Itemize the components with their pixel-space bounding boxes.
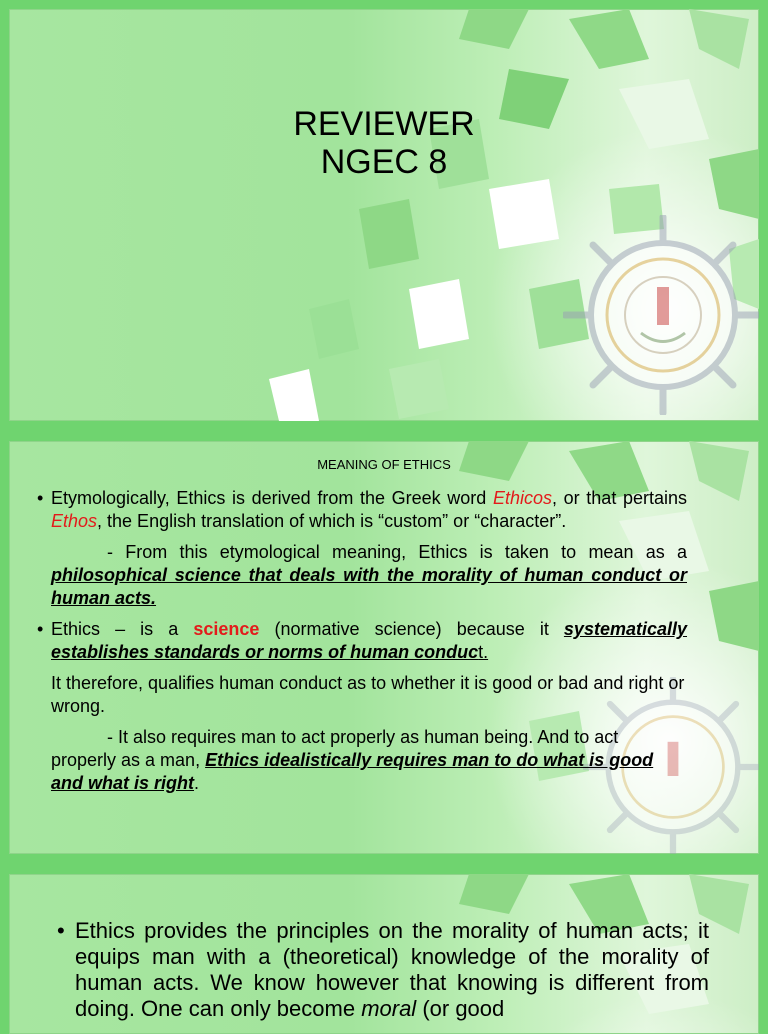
paragraph-requires xyxy=(37,726,687,795)
slide-meaning-of-ethics xyxy=(9,441,759,854)
paragraph-meaning xyxy=(37,541,687,610)
slide-title xyxy=(9,9,759,421)
bullet-etymology xyxy=(37,487,687,533)
text: (normative science) because it xyxy=(259,619,564,639)
slide-ethics-principles xyxy=(9,874,759,1034)
text: , the English translation of which is “custom” or “character”. xyxy=(97,511,567,531)
text: . xyxy=(194,773,200,793)
bullet-science xyxy=(37,618,687,664)
term-moral: moral xyxy=(361,996,417,1021)
text: - From this etymological meaning, Ethics is taken to mean as a xyxy=(107,542,687,562)
title-line-2: NGEC 8 xyxy=(320,143,448,181)
bullet-icon: • xyxy=(57,918,65,943)
standards-emphasis: systematically establishes standards or norms of human conduc xyxy=(51,619,688,662)
bullet-icon: • xyxy=(37,488,44,508)
text: (or good xyxy=(416,996,505,1021)
ideal-emphasis: Ethics idealistically requires man to do what is good and what is right xyxy=(51,750,654,793)
bullet-principles xyxy=(57,918,709,1022)
page-title xyxy=(9,105,759,181)
term-ethicos: Ethicos xyxy=(492,488,552,508)
text: Ethics provides the principles on the morality of human acts; it equips man with a (theoretical) knowledge of the morality of human acts. We know however that knowing is different from doing. One can only become xyxy=(75,918,709,1021)
ship-wheel-seal-icon xyxy=(563,215,759,415)
term-ethos: Ethos xyxy=(51,511,98,531)
slide-heading: MEANING OF ETHICS xyxy=(317,457,451,472)
title-line-1: REVIEWER xyxy=(293,105,475,143)
definition-emphasis: philosophical science that deals with the morality of human conduct or human acts. xyxy=(51,565,687,608)
slide-body xyxy=(57,918,709,1022)
term-science: science xyxy=(193,619,260,639)
paragraph-qualifies: It therefore, qualifies human conduct as to whether it is good or bad and right or wrong. xyxy=(51,673,685,716)
text: Ethics – is a xyxy=(51,619,194,639)
bullet-icon: • xyxy=(37,619,44,639)
text: - It also requires man to act properly as human being. And to act properly as a man, xyxy=(51,727,619,770)
text: t. xyxy=(478,642,489,662)
slide-body xyxy=(37,487,687,795)
text: Etymologically, Ethics is derived from the Greek word xyxy=(51,488,493,508)
text: , or that pertains xyxy=(552,488,687,508)
